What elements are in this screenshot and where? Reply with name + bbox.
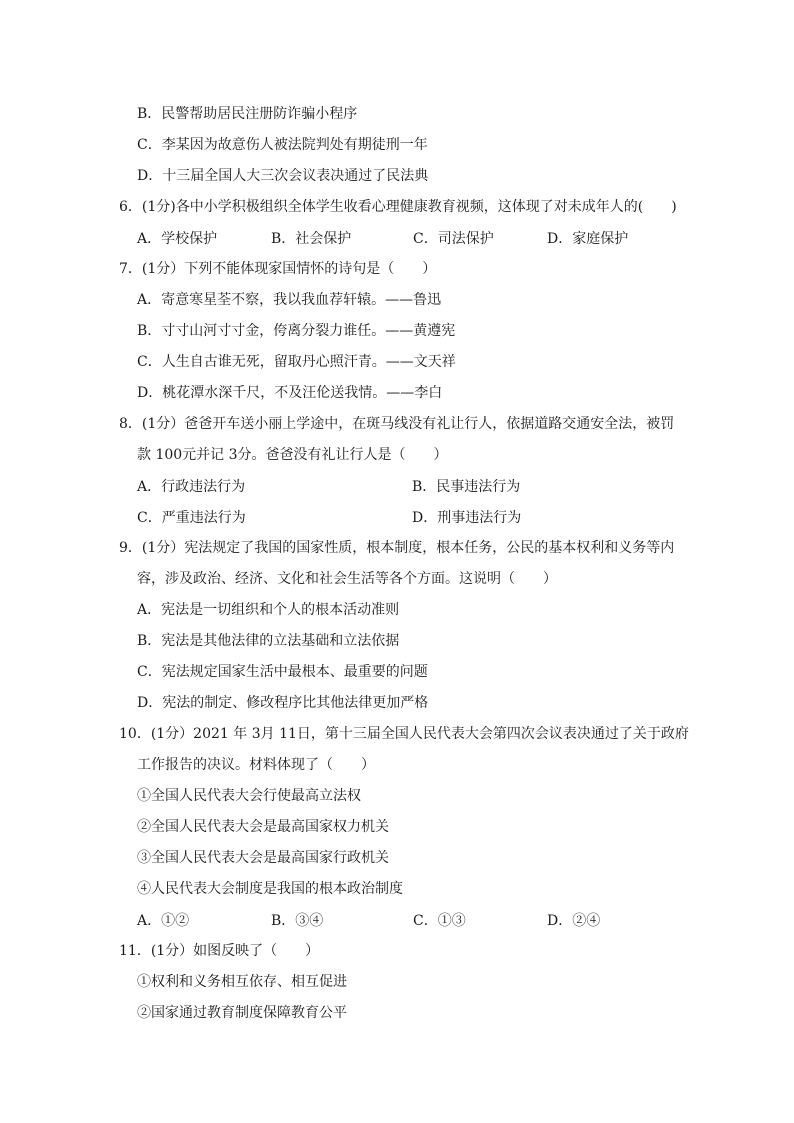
q5-option-d: D．十三届全国人大三次会议表决通过了民法典 — [137, 168, 429, 184]
q10-statement-3: ③全国人民代表大会是最高国家行政机关 — [137, 850, 389, 866]
q7-option-c: C．人生自古谁无死，留取丹心照汗青。——文天祥 — [137, 354, 456, 370]
q7-option-d: D．桃花潭水深千尺，不及汪伦送我情。——李白 — [137, 385, 443, 401]
q10-option-a: A．①② — [137, 913, 190, 929]
q6-option-a: A．学校保护 — [137, 231, 218, 247]
q9-option-c: C．宪法规定国家生活中最根本、最重要的问题 — [137, 664, 428, 680]
q8-stem-line2: 款 100元并记 3分。爸爸没有礼让行人是（ ） — [137, 447, 448, 463]
q10-statement-4: ④人民代表大会制度是我国的根本政治制度 — [137, 881, 403, 897]
q8-option-b: B．民事违法行为 — [412, 479, 521, 495]
q7-option-b: B．寸寸山河寸寸金，侉离分裂力谁任。——黄遵宪 — [137, 323, 456, 339]
q9-option-a: A．宪法是一切组织和个人的根本活动准则 — [137, 602, 400, 618]
q8-stem-line1: 8．(1分）爸爸开车送小丽上学途中，在斑马线没有礼让行人，依据道路交通安全法，被罚 — [119, 416, 675, 432]
q11-stem: 11．(1分）如图反映了（ ） — [119, 943, 320, 959]
q8-option-d: D．刑事违法行为 — [412, 510, 522, 526]
q9-option-d: D．宪法的制定、修改程序比其他法律更加严格 — [137, 695, 429, 711]
q10-statement-2: ②全国人民代表大会是最高国家权力机关 — [137, 819, 389, 835]
q10-option-d: D．②④ — [547, 913, 601, 929]
q7-option-a: A．寄意寒星荃不察，我以我血荐轩辕。——鲁迅 — [137, 292, 442, 308]
q10-option-b: B．③④ — [271, 913, 324, 929]
q10-statement-1: ①全国人民代表大会行使最高立法权 — [137, 788, 361, 804]
q5-option-c: C．李某因为故意伤人被法院判处有期徒刑一年 — [137, 137, 428, 153]
q6-option-c: C．司法保护 — [413, 231, 494, 247]
q6-option-b: B．社会保护 — [271, 231, 352, 247]
q8-option-c: C．严重违法行为 — [137, 510, 246, 526]
q6-stem: 6．(1分)各中小学积极组织全体学生收看心理健康教育视频，这体现了对未成年人的( ) — [119, 199, 677, 215]
q10-stem-line2: 工作报告的决议。材料体现了（ ） — [137, 757, 375, 773]
q9-option-b: B．宪法是其他法律的立法基础和立法依据 — [137, 633, 400, 649]
q11-statement-1: ①权利和义务相互依存、相互促进 — [137, 974, 347, 990]
q5-option-b: B．民警帮助居民注册防诈骗小程序 — [137, 106, 358, 122]
q7-stem: 7．(1分）下列不能体现家国情怀的诗句是（ ） — [119, 261, 437, 277]
q10-option-c: C．①③ — [413, 913, 466, 929]
q10-stem-line1: 10．(1分）2021 年 3月 11日，第十三届全国人民代表大会第四次会议表决通过了关于政府 — [119, 726, 689, 742]
q9-stem-line2: 容，涉及政治、经济、文化和社会生活等各个方面。这说明（ ） — [137, 571, 557, 587]
q8-option-a: A．行政违法行为 — [137, 479, 246, 495]
q9-stem-line1: 9．(1分）宪法规定了我国的国家性质，根本制度，根本任务，公民的基本权利和义务等内 — [119, 540, 675, 556]
q6-option-d: D．家庭保护 — [547, 231, 629, 247]
q11-statement-2: ②国家通过教育制度保障教育公平 — [137, 1005, 347, 1021]
